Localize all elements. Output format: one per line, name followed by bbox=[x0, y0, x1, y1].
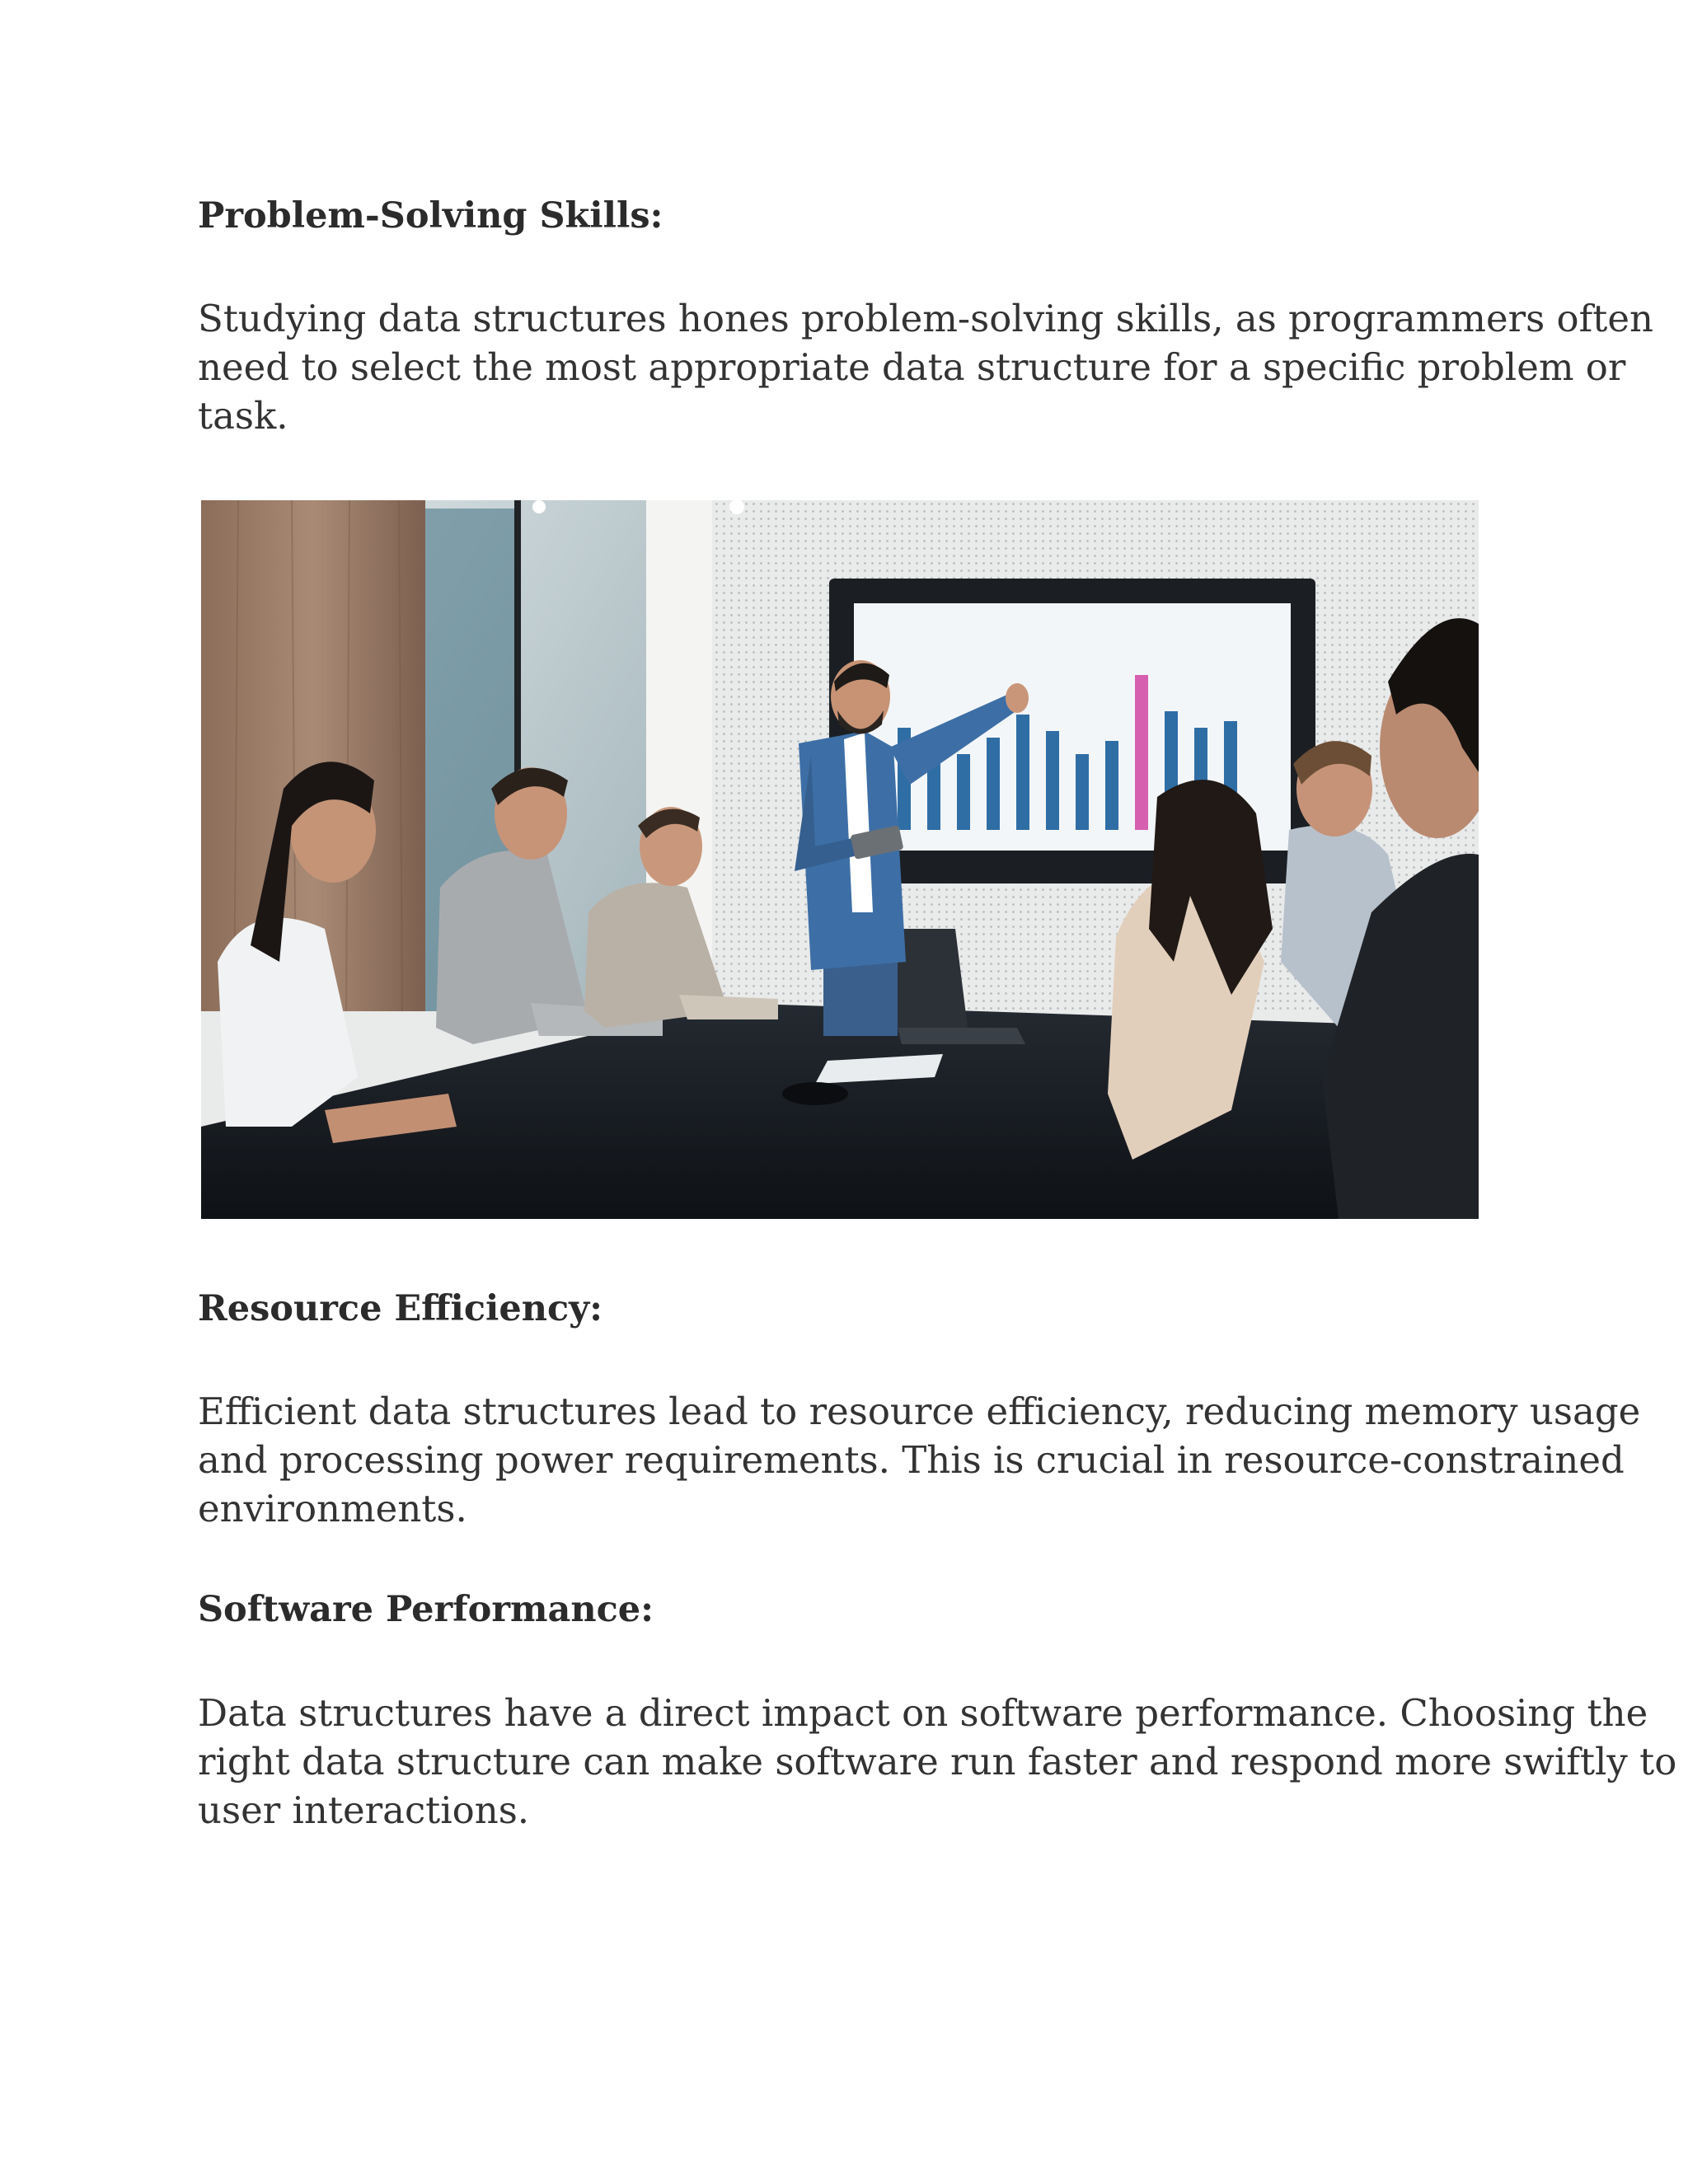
meeting-photo-illustration bbox=[201, 500, 1479, 1219]
screen-bar bbox=[1016, 715, 1029, 830]
section-heading-problem-solving: Problem-Solving Skills: bbox=[198, 195, 663, 237]
section-heading-resource-efficiency: Resource Efficiency: bbox=[198, 1288, 603, 1329]
screen-bar bbox=[1076, 754, 1089, 830]
section-paragraph-problem-solving: Studying data structures hones problem-solving skills, as programmers often need to select the most appropriate data structure for a specific problem or task. bbox=[198, 297, 1653, 438]
section-paragraph-software-performance: Data structures have a direct impact on software performance. Choosing the right data structure can make software run faster and respond more swiftly to user interactions. bbox=[198, 1691, 1677, 1832]
screen-bar bbox=[1105, 741, 1118, 830]
screen-bar bbox=[1135, 675, 1148, 830]
section-heading-software-performance: Software Performance: bbox=[198, 1589, 654, 1630]
meeting-photo bbox=[201, 500, 1479, 1219]
screen-bar bbox=[987, 738, 1000, 830]
screen-bar bbox=[1046, 731, 1059, 830]
screen-bar bbox=[957, 754, 970, 830]
section-paragraph-resource-efficiency: Efficient data structures lead to resource efficiency, reducing memory usage and processing power requirements. This is crucial in resource-constrained environments. bbox=[198, 1390, 1641, 1530]
